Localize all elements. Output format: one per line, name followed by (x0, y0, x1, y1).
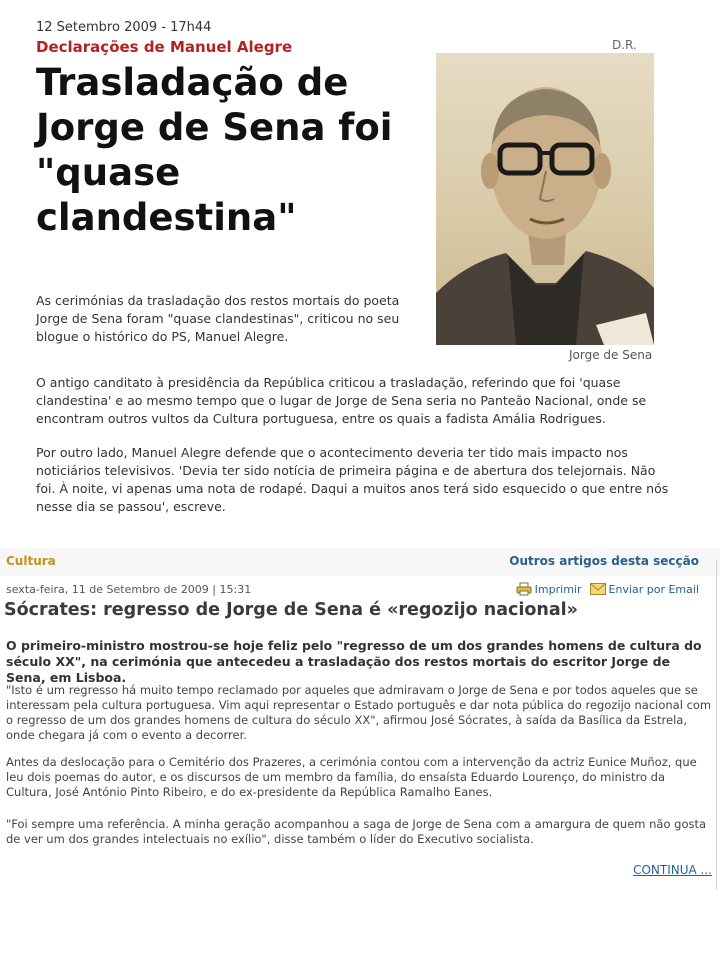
continue-link[interactable]: CONTINUA ... (633, 863, 712, 877)
article-paragraph: "Isto é um regresso há muito tempo reclamado por aqueles que admiravam o Jorge de Sena e por todos aqueles que se interessam pela cultura portuguesa. Vim aqui representar o Estado português e dar nota pública do regozijo nacional com o regresso de um dos grandes homens de cultura do século XX", afirmou José Sócrates, à saída da Basílica da Estrela, onde chegara já com o evento a decorrer. (6, 683, 712, 742)
article-paragraph: Antes da deslocação para o Cemitério dos Prazeres, a cerimónia contou com a intervenção da actriz Eunice Muñoz, que leu dois poemas do autor, e os discursos de um membro da família, do ensaísta Eduardo Lourenço, do ministro da Cultura, José António Pinto Ribeiro, e do ex-presidente da República Ramalho Eanes. (6, 755, 697, 799)
article-date: 12 Setembro 2009 - 17h44 (36, 20, 212, 35)
section-link-cultura[interactable]: Cultura (6, 554, 56, 568)
article-headline: Sócrates: regresso de Jorge de Sena é «regozijo nacional» (4, 600, 578, 620)
article-lead: As cerimónias da trasladação dos restos mortais do poeta Jorge de Sena foram "quase clandestinas", criticou no seu blogue o histórico do PS, Manuel Alegre. (36, 293, 400, 344)
photo-caption: Jorge de Sena (569, 348, 653, 362)
article-lead: O primeiro-ministro mostrou-se hoje feliz pelo "regresso de um dos grandes homens de cultura do século XX", na cerimónia que antecedeu a trasladação dos restos mortais do escritor Jorge de Sena, em Lisboa. (6, 638, 702, 685)
article-paragraph: "Foi sempre uma referência. A minha geração acompanhou a saga de Jorge de Sena com a amargura de quem não gosta de ver um dos grandes intelectuais no exílio", disse também o líder do Executivo socialista. (6, 817, 707, 846)
printer-icon (516, 582, 532, 596)
divider (716, 560, 717, 890)
photo-credit: D.R. (612, 38, 637, 52)
article-paragraph: O antigo canditato à presidência da República criticou a trasladação, referindo que foi 'quase clandestina' e ao mesmo tempo que o lugar de Jorge de Sena seria no Panteão Nacional, onde se encontram outros vultos da Cultura portuguesa, entre os quais a fadista Amália Rodrigues. (36, 375, 647, 426)
email-label: Enviar por Email (608, 582, 699, 596)
more-articles-link[interactable]: Outros artigos desta secção (509, 554, 699, 568)
print-label: Imprimir (534, 582, 582, 596)
article-date: sexta-feira, 11 de Setembro de 2009 | 15:31 (6, 583, 252, 596)
article-headline: Trasladação de Jorge de Sena foi "quase clandestina" (36, 61, 393, 239)
article-tools (516, 582, 699, 596)
article-kicker: Declarações de Manuel Alegre (36, 38, 293, 56)
envelope-icon (590, 583, 606, 595)
article-paragraph: Por outro lado, Manuel Alegre defende que o acontecimento deveria ter tido mais impacto nos noticiários televisivos. 'Devia ter sido notícia de primeira página e de abertura dos telejornais. Não foi. À noite, vi apenas uma nota de rodapé. Daqui a muitos anos terá sido esquecido o que entre nós nesse dia se passou', escreve. (36, 445, 669, 514)
portrait-photo (436, 53, 654, 345)
print-button[interactable] (516, 582, 582, 596)
email-button[interactable] (590, 583, 700, 596)
